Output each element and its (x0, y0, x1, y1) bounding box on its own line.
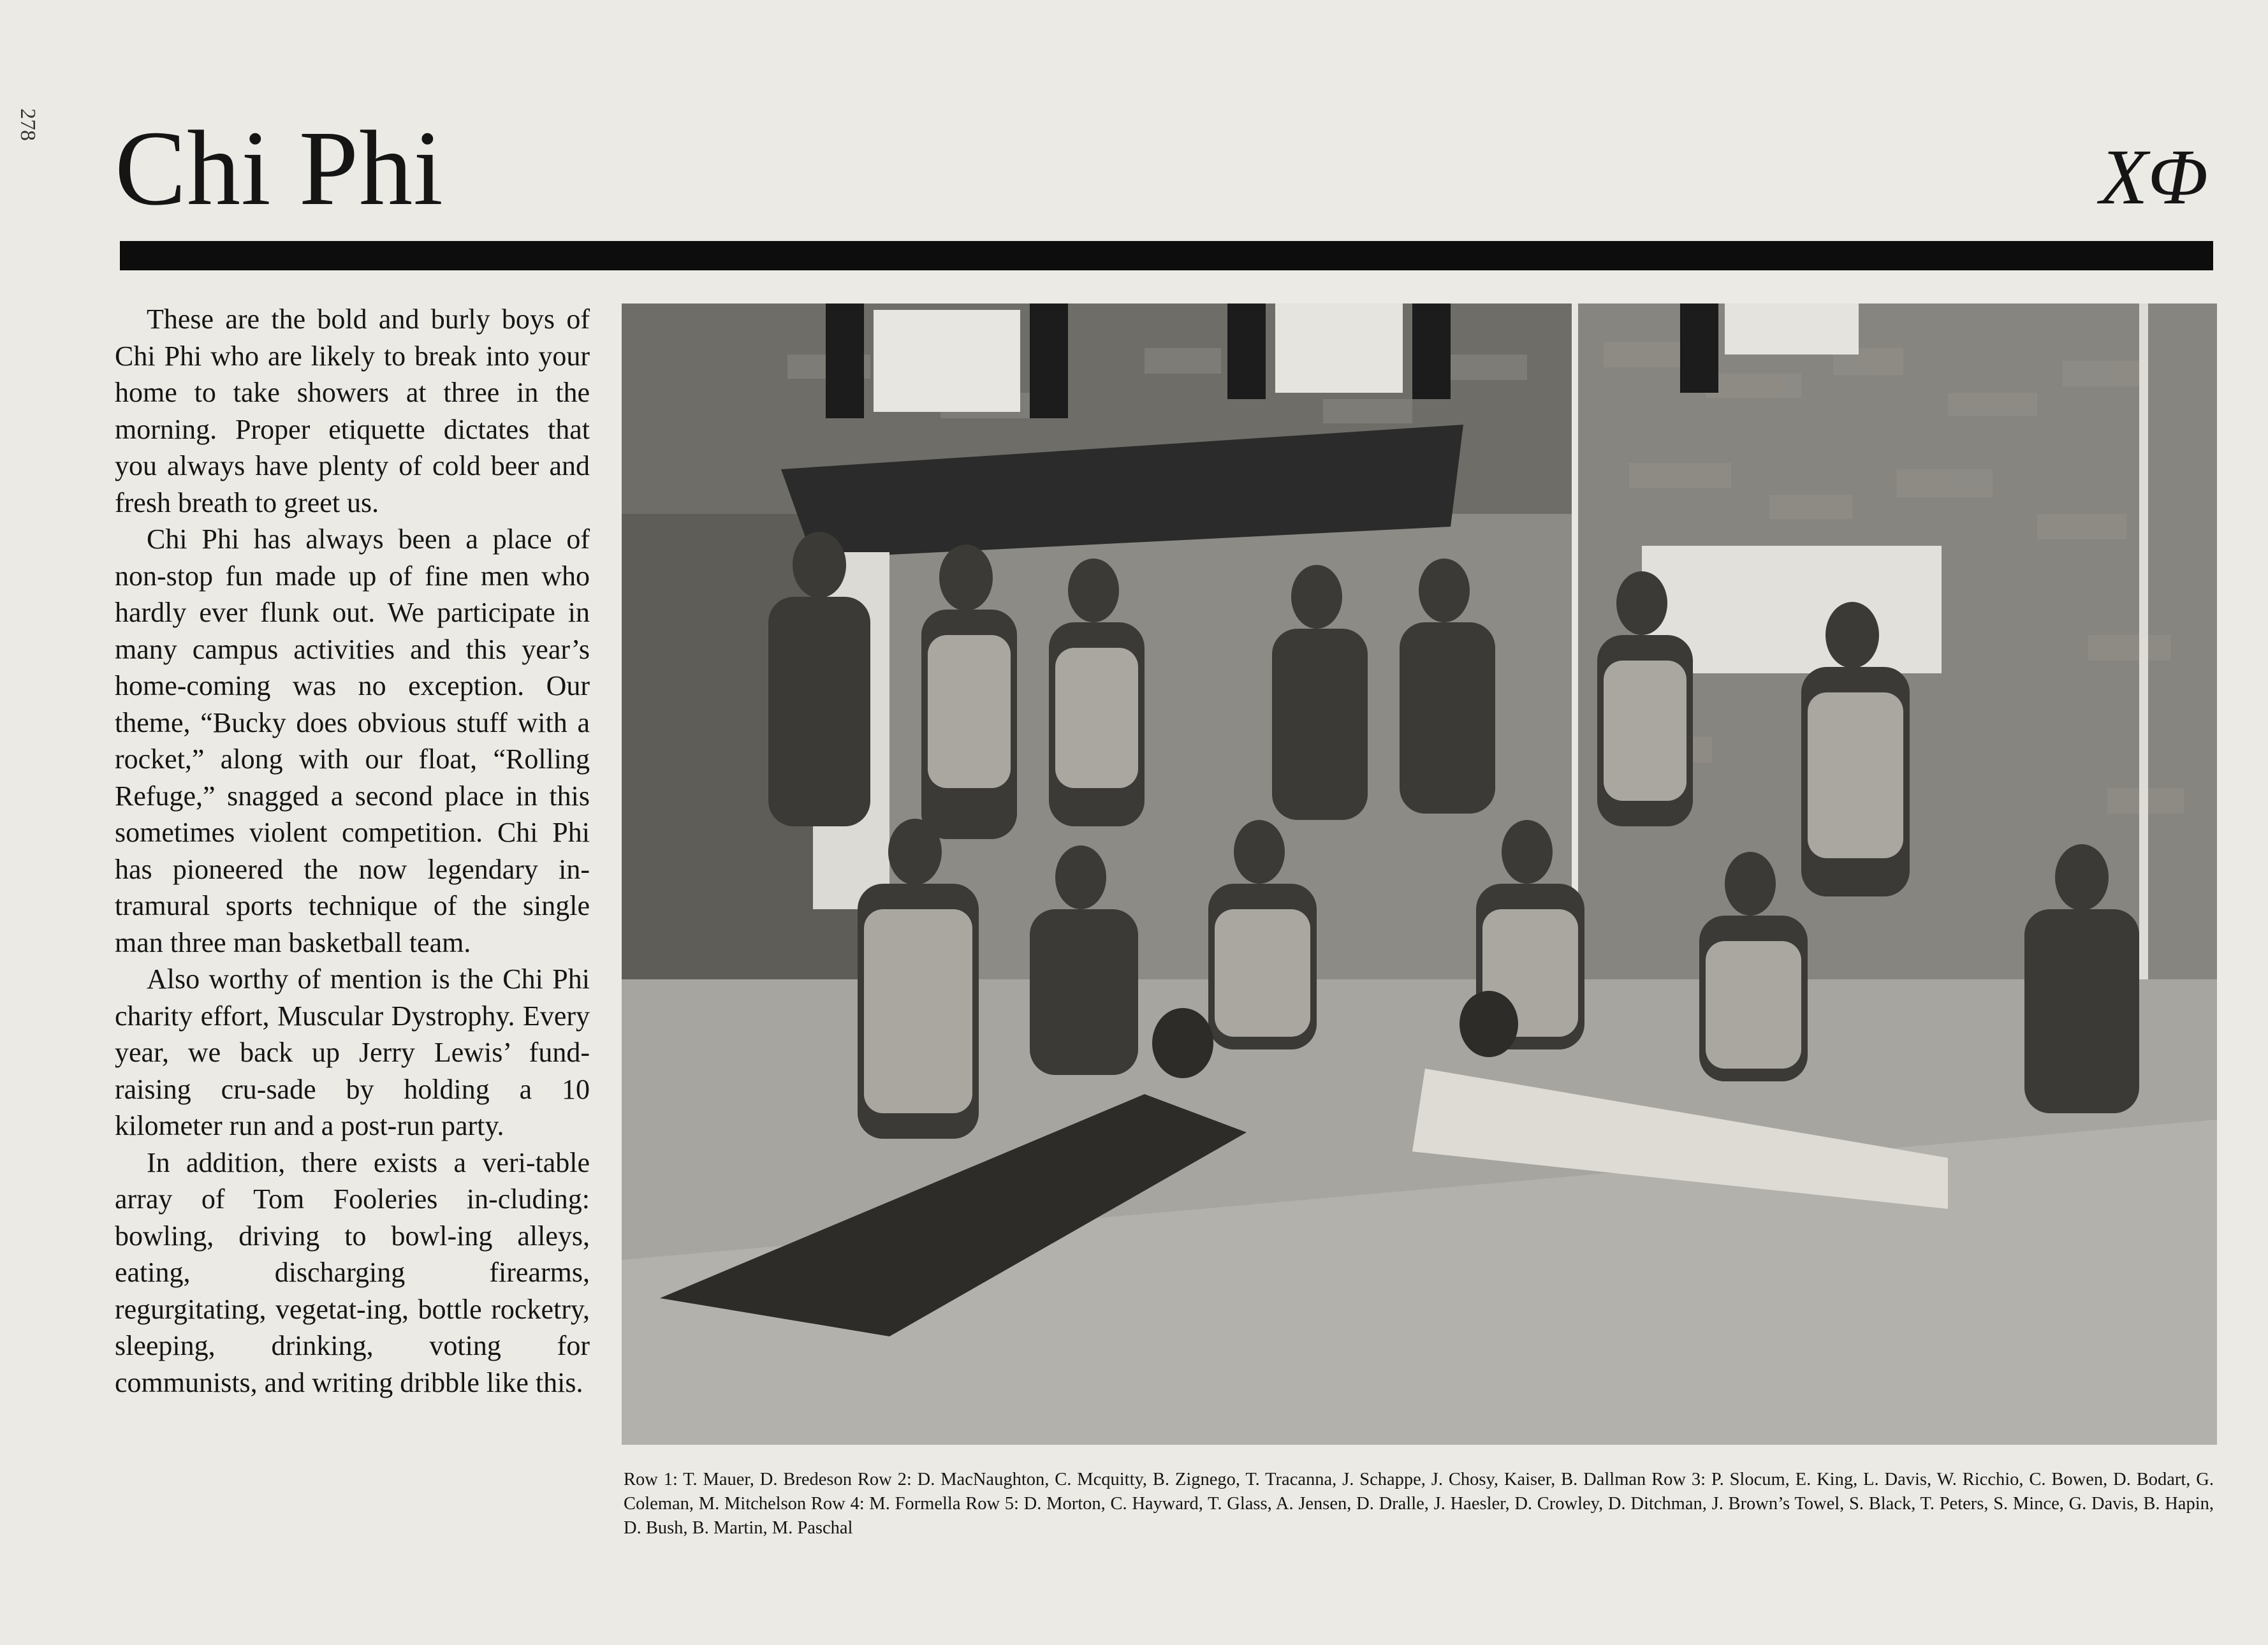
greek-letters: XΦ (2099, 133, 2208, 221)
body-text (115, 301, 590, 1401)
page-title: Chi Phi (115, 109, 444, 228)
title-rule (120, 241, 2213, 270)
body-paragraph: In addition, there exists a veri-table array of Tom Fooleries in-cluding: bowling, driving to bowl-ing alleys, eating, discharging firearms, regurgitating, vegetat-ing, bottle rocketry, sleeping, drinking, voting for communists, and writing dribble like this. (115, 1146, 590, 1398)
group-photo-image (622, 303, 2217, 1445)
body-paragraph: Chi Phi has always been a place of non-stop fun made up of fine men who hardly ever flunk out. We participate in many campus activities and this year’s home-coming was no exception. Our theme, “Bucky does obvious stuff with a rocket,” along with our float, “Rolling Refuge,” snagged a second place in this sometimes violent competition. Chi Phi has pioneered the now legendary in-tramural sports technique of the single man three man basketball team. (115, 523, 590, 958)
page-number: 278 (16, 108, 40, 141)
body-paragraph: Also worthy of mention is the Chi Phi charity effort, Muscular Dystrophy. Every year, we back up Jerry Lewis’ fund-raising cru-sade by holding a 10 kilometer run and a post-run party. (115, 963, 590, 1141)
body-paragraph: These are the bold and burly boys of Chi Phi who are likely to break into your home to take showers at three in the morning. Proper etiquette dictates that you always have plenty of cold beer and fresh breath to greet us. (115, 303, 590, 518)
photo-caption: Row 1: T. Mauer, D. Bredeson Row 2: D. MacNaughton, C. Mcquitty, B. Zignego, T. Tracanna, J. Schappe, J. Chosy, Kaiser, B. Dallman Row 3: P. Slocum, E. King, L. Davis, W. Ricchio, C. Bowen, D. Bodart, G. Coleman, M. Mitchelson Row 4: M. Formella Row 5: D. Morton, C. Hayward, T. Glass, A. Jensen, D. Dralle, J. Haesler, D. Crowley, D. Ditchman, J. Brown’s Towel, S. Black, T. Peters, S. Mince, G. Davis, B. Hapin, D. Bush, B. Martin, M. Paschal (624, 1470, 2214, 1538)
group-photo (622, 303, 2217, 1445)
